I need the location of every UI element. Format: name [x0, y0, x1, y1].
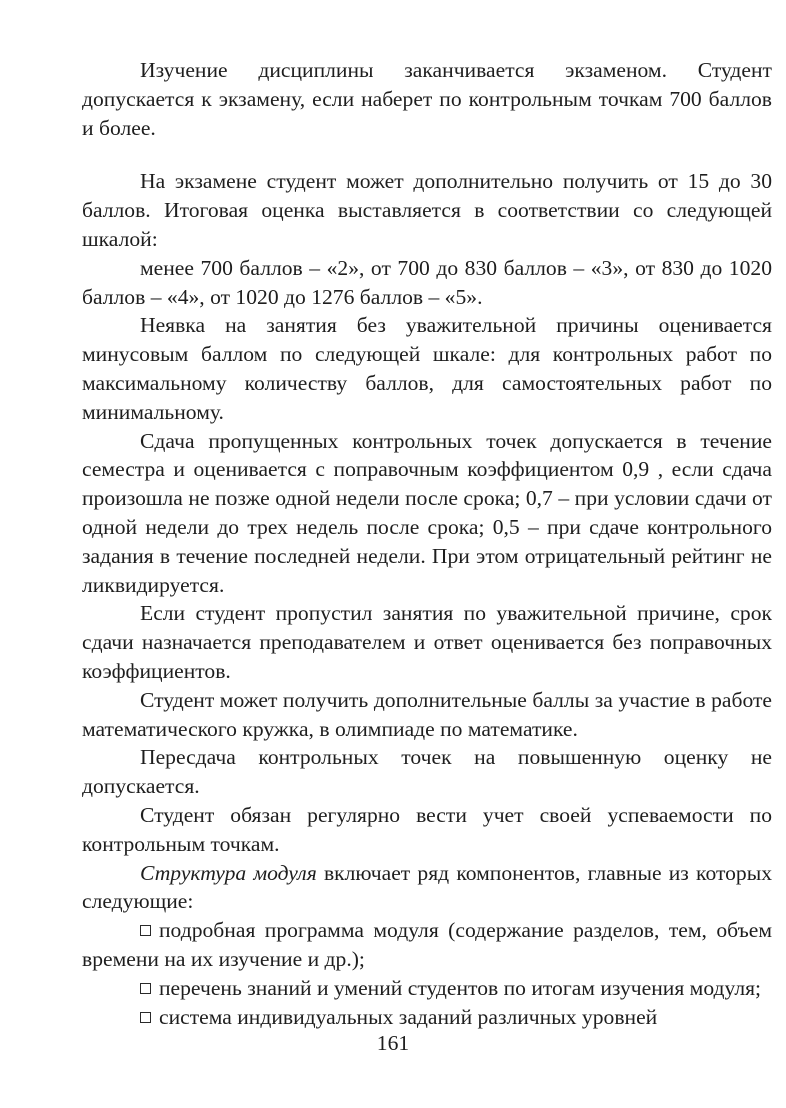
- paragraph-module-structure: [82, 859, 772, 917]
- module-structure-text: включает ряд компонентов, главные из которых следующие:: [82, 860, 773, 914]
- paragraph-bonus-points: Студент может получить дополнительные баллы за участие в работе математического кружка, в олимпиаде по математике.: [82, 687, 772, 741]
- paragraph-no-retake: Пересдача контрольных точек на повышенную оценку не допускается.: [82, 745, 772, 799]
- list-item: [82, 916, 772, 974]
- document-page: [82, 56, 772, 1031]
- list-item-text: подробная программа модуля (содержание разделов, тем, объем времени на их изучение и др.);: [82, 918, 772, 971]
- paragraph-gap: [82, 142, 772, 167]
- paragraph-exam-extra-points: На экзамене студент может дополнительно получить от 15 до 30 баллов. Итоговая оценка выставляется в соответствии со следующей шкалой:: [82, 169, 772, 251]
- module-structure-term: Структура модуля: [140, 860, 317, 885]
- checkbox-square-icon: [140, 925, 151, 936]
- paragraph-self-tracking: Студент обязан регулярно вести учет своей успеваемости по контрольным точкам.: [82, 802, 772, 856]
- paragraph-absence-penalty: Неявка на занятия без уважительной причины оценивается минусовым баллом по следующей шкале: для контрольных работ по максимальному количеству баллов, для самостоятельных работ по минимальному.: [82, 313, 772, 424]
- checkbox-square-icon: [140, 983, 151, 994]
- list-item: [82, 974, 772, 1003]
- paragraph-makeup-coefficients: Сдача пропущенных контрольных точек допускается в течение семестра и оценивается с поправочным коэффициентом 0,9 , если сдача произошла не позже одной недели после срока; 0,7 – при условии сдачи от одной недели до трех недель после срока; 0,5 – при сдаче контрольного задания в течение последней недели. При этом отрицательный рейтинг не ликвидируется.: [82, 428, 772, 597]
- page-number: 161: [376, 1031, 410, 1055]
- list-item-text: система индивидуальных заданий различных уровней: [159, 1004, 658, 1029]
- paragraph-excused-absence: Если студент пропустил занятия по уважительной причине, срок сдачи назначается преподавателем и ответ оценивается без поправочных коэффициентов.: [82, 601, 772, 683]
- list-item-text: перечень знаний и умений студентов по итогам изучения модуля;: [159, 975, 762, 1000]
- checkbox-square-icon: [140, 1012, 151, 1023]
- list-item: [82, 1003, 772, 1032]
- paragraph-exam-admission: Изучение дисциплины заканчивается экзаменом. Студент допускается к экзамену, если наберет по контрольным точкам 700 баллов и более.: [82, 58, 772, 140]
- paragraph-grade-scale: менее 700 баллов – «2», от 700 до 830 баллов – «3», от 830 до 1020 баллов – «4», от 1020 до 1276 баллов – «5».: [82, 255, 772, 309]
